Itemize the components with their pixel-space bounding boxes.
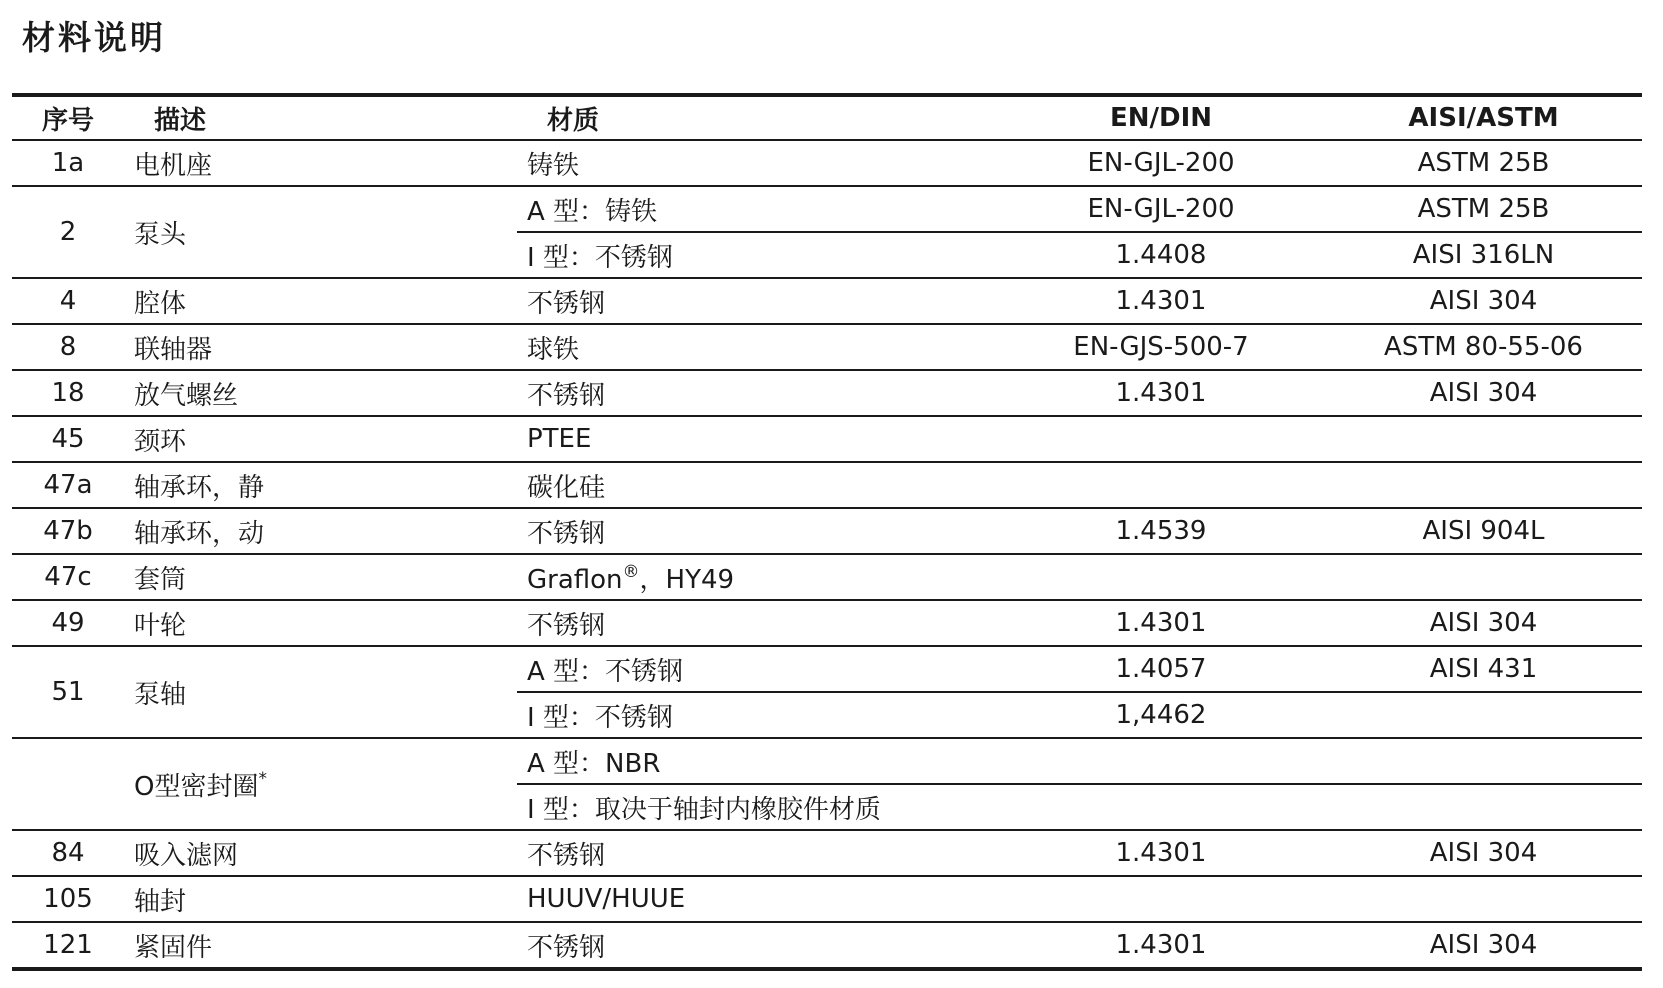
material-text: 不锈钢 bbox=[527, 932, 606, 963]
material-text: 球铁 bbox=[527, 334, 580, 365]
table-row bbox=[12, 324, 1642, 370]
table-row bbox=[12, 278, 1642, 324]
cell-en-din: 1.4301 bbox=[1115, 930, 1207, 960]
desc-text: 电机座 bbox=[134, 150, 213, 181]
cell-aisi-astm bbox=[1325, 462, 1642, 508]
cell-material bbox=[517, 876, 997, 922]
cell-material bbox=[517, 554, 997, 600]
cell-material bbox=[517, 416, 997, 462]
material-text: 铸铁 bbox=[527, 150, 580, 181]
cell-no: 47a bbox=[43, 470, 93, 500]
cell-material bbox=[517, 140, 997, 186]
cell-en-din: 1.4301 bbox=[1115, 838, 1207, 868]
cell-no: 105 bbox=[43, 884, 93, 914]
table-row bbox=[12, 508, 1642, 554]
footnote-mark: * bbox=[258, 768, 267, 789]
cell-material bbox=[517, 646, 997, 692]
cell-aisi-astm: ASTM 25B bbox=[1417, 148, 1550, 178]
cell-material bbox=[517, 278, 997, 324]
material-text: Graflon bbox=[527, 564, 623, 595]
cell-no: 47b bbox=[43, 516, 93, 546]
page-title: 材料说明 bbox=[22, 18, 166, 57]
desc-text: 吸入滤网 bbox=[134, 840, 239, 871]
cell-aisi-astm: AISI 304 bbox=[1429, 930, 1538, 960]
cell-material bbox=[517, 784, 997, 830]
cell-desc bbox=[124, 508, 517, 554]
cell-aisi-astm: AISI 304 bbox=[1429, 378, 1538, 408]
cell-material bbox=[517, 922, 997, 969]
cell-no bbox=[12, 738, 124, 830]
header-aisi-astm: AISI/ASTM bbox=[1408, 103, 1559, 133]
desc-text: 轴承环，静 bbox=[134, 472, 265, 503]
cell-desc bbox=[124, 370, 517, 416]
cell-aisi-astm: ASTM 80-55-06 bbox=[1384, 332, 1583, 362]
cell-en-din bbox=[997, 784, 1325, 830]
cell-en-din: EN-GJS-500-7 bbox=[1073, 332, 1249, 362]
cell-aisi-astm: AISI 431 bbox=[1325, 646, 1642, 692]
header-desc: 描述 bbox=[154, 105, 207, 136]
cell-material bbox=[517, 324, 997, 370]
cell-material bbox=[517, 370, 997, 416]
material-text: A 型：不锈钢 bbox=[527, 656, 684, 687]
desc-text: 轴封 bbox=[134, 886, 187, 917]
cell-desc bbox=[124, 278, 517, 324]
cell-desc bbox=[124, 600, 517, 646]
table-row bbox=[12, 370, 1642, 416]
desc-text: 泵轴 bbox=[134, 679, 187, 710]
cell-desc bbox=[124, 738, 517, 830]
table-row bbox=[12, 738, 1642, 784]
cell-no: 47c bbox=[44, 562, 92, 592]
cell-desc bbox=[124, 140, 517, 186]
material-text: A 型：NBR bbox=[527, 748, 661, 779]
desc-text: 轴承环，动 bbox=[134, 518, 265, 549]
header-no: 序号 bbox=[41, 105, 94, 136]
cell-desc bbox=[124, 462, 517, 508]
table-row bbox=[12, 186, 1642, 232]
cell-aisi-astm: AISI 304 bbox=[1429, 838, 1538, 868]
cell-en-din: 1.4408 bbox=[1115, 240, 1207, 270]
cell-no: 45 bbox=[51, 424, 85, 454]
cell-material bbox=[517, 186, 997, 232]
cell-en-din: 1.4301 bbox=[1115, 608, 1207, 638]
material-text: HUUV/HUUE bbox=[527, 884, 686, 914]
cell-desc bbox=[124, 186, 517, 278]
cell-aisi-astm bbox=[1325, 738, 1642, 784]
cell-desc bbox=[124, 324, 517, 370]
desc-text: 套筒 bbox=[134, 564, 187, 595]
table-row bbox=[12, 830, 1642, 876]
table-header-row bbox=[12, 95, 1642, 140]
desc-text: 放气螺丝 bbox=[134, 380, 239, 411]
material-text: 碳化硅 bbox=[527, 472, 606, 503]
cell-en-din bbox=[997, 738, 1325, 784]
header-en-din: EN/DIN bbox=[1109, 103, 1213, 133]
material-text: I 型：不锈钢 bbox=[527, 242, 673, 273]
table-row bbox=[12, 416, 1642, 462]
cell-aisi-astm bbox=[1325, 554, 1642, 600]
cell-no: 8 bbox=[59, 332, 77, 362]
cell-en-din: EN-GJL-200 bbox=[1087, 148, 1235, 178]
cell-en-din: 1.4301 bbox=[1115, 286, 1207, 316]
cell-desc bbox=[124, 416, 517, 462]
cell-no: 1a bbox=[51, 148, 85, 178]
desc-text: 泵头 bbox=[134, 219, 187, 250]
cell-material bbox=[517, 830, 997, 876]
cell-en-din: 1.4057 bbox=[997, 646, 1325, 692]
material-text: 不锈钢 bbox=[527, 518, 606, 549]
cell-material bbox=[517, 462, 997, 508]
desc-text: 叶轮 bbox=[134, 610, 187, 641]
cell-aisi-astm: ASTM 25B bbox=[1325, 186, 1642, 232]
cell-aisi-astm: AISI 904L bbox=[1422, 516, 1545, 546]
table-row bbox=[12, 554, 1642, 600]
table-row bbox=[12, 646, 1642, 692]
cell-en-din bbox=[997, 462, 1325, 508]
material-text: 不锈钢 bbox=[527, 288, 606, 319]
cell-desc bbox=[124, 922, 517, 969]
table-row bbox=[12, 140, 1642, 186]
cell-en-din bbox=[997, 416, 1325, 462]
desc-text: 紧固件 bbox=[134, 932, 213, 963]
cell-no: 2 bbox=[59, 217, 77, 247]
cell-aisi-astm: AISI 316LN bbox=[1412, 240, 1555, 270]
cell-desc bbox=[124, 646, 517, 738]
material-text: 不锈钢 bbox=[527, 380, 606, 411]
cell-no: 84 bbox=[51, 838, 85, 868]
cell-en-din: 1,4462 bbox=[1115, 700, 1207, 730]
cell-no: 4 bbox=[59, 286, 77, 316]
cell-material bbox=[517, 692, 997, 738]
material-text: A 型：铸铁 bbox=[527, 196, 658, 227]
desc-text: 颈环 bbox=[134, 426, 187, 457]
desc-text: 腔体 bbox=[134, 288, 187, 319]
cell-material bbox=[517, 600, 997, 646]
cell-aisi-astm: AISI 304 bbox=[1429, 286, 1538, 316]
material-text-tail: ，HY49 bbox=[639, 564, 735, 595]
cell-aisi-astm: AISI 304 bbox=[1429, 608, 1538, 638]
cell-en-din: 1.4539 bbox=[1115, 516, 1207, 546]
cell-aisi-astm bbox=[1325, 416, 1642, 462]
cell-no: 51 bbox=[51, 677, 85, 707]
cell-no: 121 bbox=[43, 930, 93, 960]
cell-en-din bbox=[997, 554, 1325, 600]
table-row bbox=[12, 600, 1642, 646]
desc-text: O型密封圈 bbox=[134, 771, 259, 802]
material-text: PTEE bbox=[527, 424, 592, 454]
cell-aisi-astm bbox=[1325, 784, 1642, 830]
material-text: 不锈钢 bbox=[527, 840, 606, 871]
cell-no: 49 bbox=[51, 608, 85, 638]
material-text: 不锈钢 bbox=[527, 610, 606, 641]
table-body bbox=[12, 140, 1642, 969]
materials-table bbox=[12, 93, 1642, 971]
cell-desc bbox=[124, 830, 517, 876]
table-row bbox=[12, 876, 1642, 922]
cell-aisi-astm bbox=[1325, 692, 1642, 738]
cell-aisi-astm bbox=[1325, 876, 1642, 922]
cell-desc bbox=[124, 554, 517, 600]
cell-no: 18 bbox=[51, 378, 85, 408]
cell-en-din bbox=[997, 876, 1325, 922]
header-material: 材质 bbox=[547, 105, 600, 136]
cell-material bbox=[517, 508, 997, 554]
registered-mark: ® bbox=[622, 561, 640, 582]
cell-en-din: 1.4301 bbox=[1115, 378, 1207, 408]
material-text: I 型：取决于轴封内橡胶件材质 bbox=[527, 794, 881, 825]
cell-material bbox=[517, 738, 997, 784]
material-text: I 型：不锈钢 bbox=[527, 702, 673, 733]
desc-text: 联轴器 bbox=[134, 334, 213, 365]
cell-material bbox=[517, 232, 997, 278]
cell-en-din: EN-GJL-200 bbox=[997, 186, 1325, 232]
table-row bbox=[12, 462, 1642, 508]
table-row bbox=[12, 922, 1642, 969]
cell-desc bbox=[124, 876, 517, 922]
